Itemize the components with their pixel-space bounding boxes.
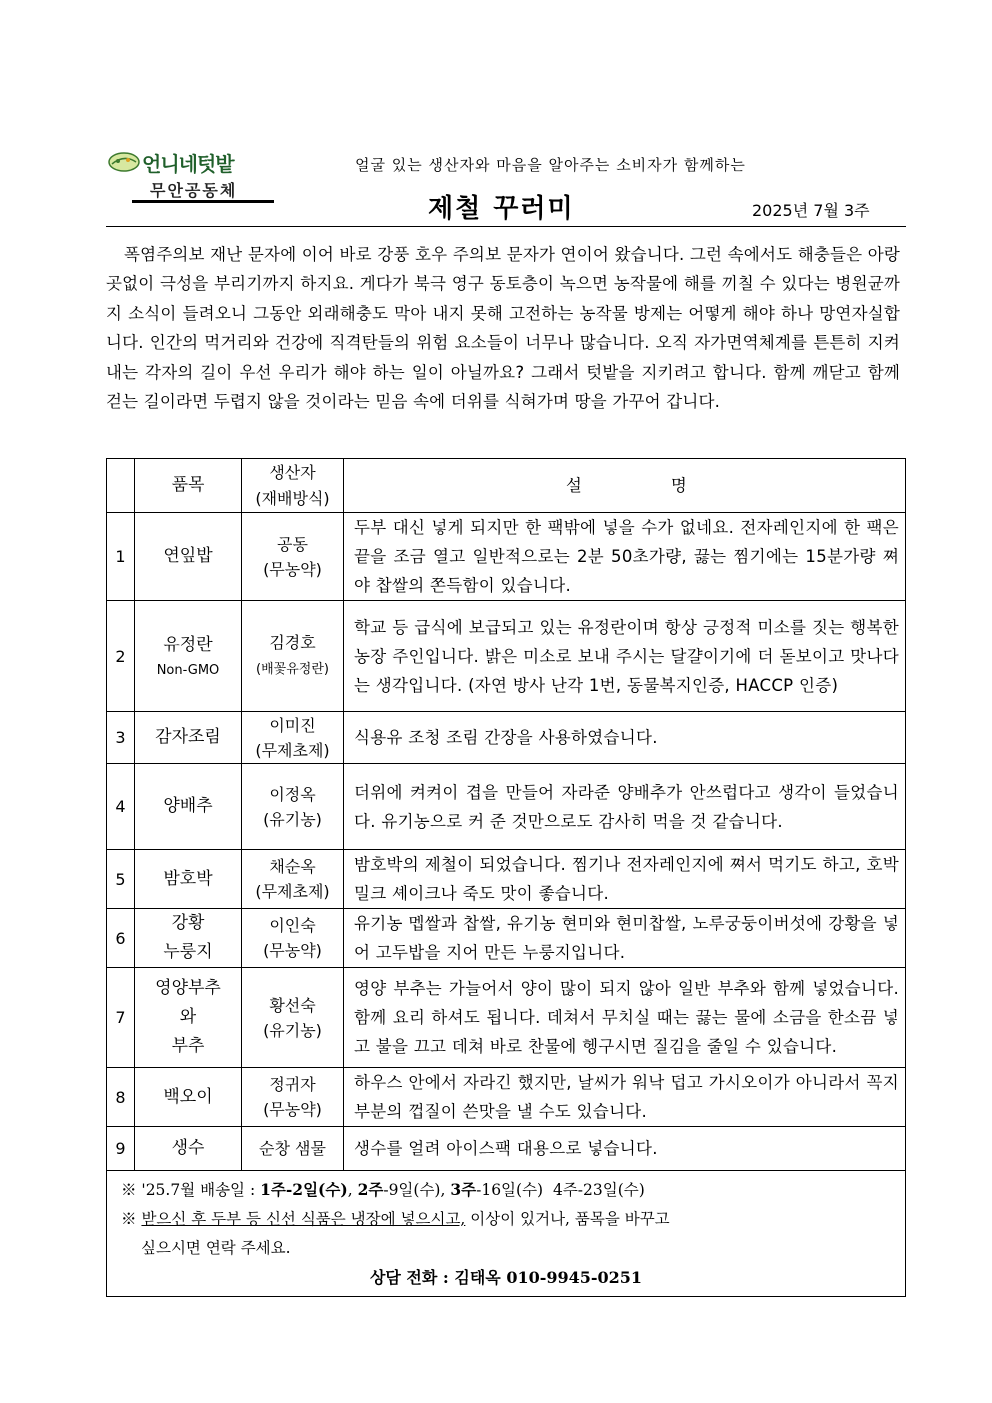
item-name-line3: 부추 xyxy=(171,1036,205,1056)
item-name-cell xyxy=(135,601,242,712)
producer-cell xyxy=(242,513,344,601)
producer-cell xyxy=(242,850,344,909)
table-row xyxy=(107,601,906,712)
week3-date: -16일(수) xyxy=(476,1181,544,1199)
row-number: 8 xyxy=(107,1068,135,1127)
header-item: 품목 xyxy=(135,459,242,513)
producer-cell xyxy=(242,601,344,712)
item-name-sub: Non-GMO xyxy=(156,662,220,678)
item-description: 식용유 조청 조림 간장을 사용하였습니다. xyxy=(344,712,906,764)
item-description: 더위에 켜켜이 겹을 만들어 자라준 양배추가 안쓰럽다고 생각이 들었습니다. 유기농으로 커 준 것만으로도 감사히 먹을 것 같습니다. xyxy=(344,764,906,850)
item-name: 백오이 xyxy=(135,1068,242,1127)
tagline: 얼굴 있는 생산자와 마음을 알아주는 소비자가 함께하는 xyxy=(355,156,746,174)
farming-method: (배꽃유정란) xyxy=(256,662,329,677)
item-description: 학교 등 급식에 보급되고 있는 유정란이며 항상 긍정적 미소를 짓는 행복한 농장 주인입니다. 밝은 미소로 보내 주시는 달걀이기에 더 돋보이고 맛나다는 생각입니다. (자연 방사 난각 1번, 동물복지인증, HACCP 인증) xyxy=(344,601,906,712)
producer-name: 이인숙 xyxy=(269,916,316,935)
producer-name: 황선숙 xyxy=(269,995,316,1015)
contact-phone: 상담 전화 : 김태옥 010-9945-0251 xyxy=(369,1268,643,1287)
producer-cell xyxy=(242,712,344,764)
issue-date: 2025년 7월 3주 xyxy=(752,201,870,220)
row-number: 9 xyxy=(107,1127,135,1171)
item-description: 하우스 안에서 자라긴 했지만, 날씨가 워낙 덥고 가시오이가 아니라서 꼭지 부분의 껍질이 쓴맛을 낼 수도 있습니다. xyxy=(344,1068,906,1127)
producer-name: 김경호 xyxy=(269,633,316,652)
header-producer-line1: 생산자 xyxy=(269,462,316,482)
header-producer xyxy=(242,459,344,513)
item-description: 생수를 얼려 아이스팩 대용으로 넣습니다. xyxy=(344,1127,906,1171)
item-name: 감자조림 xyxy=(135,712,242,764)
producer-cell xyxy=(242,968,344,1068)
producer-name: 이정옥 xyxy=(269,784,316,804)
item-name: 생수 xyxy=(135,1127,242,1171)
row-number: 3 xyxy=(107,712,135,764)
item-name-cell xyxy=(135,909,242,968)
brand-logo xyxy=(108,148,268,200)
item-name: 연잎밥 xyxy=(135,513,242,601)
item-name: 영양부추 xyxy=(155,978,221,998)
header-no xyxy=(107,459,135,513)
item-name: 강황 xyxy=(171,913,205,933)
table-row xyxy=(107,968,906,1068)
delivery-label: ※ '25.7월 배송일 : xyxy=(121,1181,261,1199)
farming-method: (무농약) xyxy=(263,1100,322,1119)
row-number: 7 xyxy=(107,968,135,1068)
items-table xyxy=(106,458,906,1297)
producer-cell xyxy=(242,909,344,968)
table-row xyxy=(107,909,906,968)
table-row xyxy=(107,1127,906,1171)
producer-name: 정귀자 xyxy=(269,1075,316,1094)
item-name: 밤호박 xyxy=(135,850,242,909)
storage-note-underlined: 받으신 후 두부 등 신선 식품은 냉장에 넣으시고, xyxy=(141,1210,466,1228)
row-number: 5 xyxy=(107,850,135,909)
table-row xyxy=(107,513,906,601)
header-producer-line2: (재배방식) xyxy=(255,488,330,508)
title-divider xyxy=(106,226,906,227)
producer-cell xyxy=(242,1068,344,1127)
producer-name: 순창 샘물 xyxy=(259,1139,326,1158)
leaf-logo-icon xyxy=(108,150,140,172)
farming-method: (무농약) xyxy=(263,941,322,960)
header-description: 설 명 xyxy=(344,459,906,513)
storage-note-rest: 이상이 있거나, 품목을 바꾸고 xyxy=(465,1210,670,1228)
farming-method: (무제초제) xyxy=(255,740,330,760)
producer-cell xyxy=(242,764,344,850)
producer-cell xyxy=(242,1127,344,1171)
row-number: 1 xyxy=(107,513,135,601)
farming-method: (유기농) xyxy=(263,809,322,829)
table-header-row xyxy=(107,459,906,513)
table-row xyxy=(107,850,906,909)
item-description: 영양 부추는 가늘어서 양이 많이 되지 않아 일반 부추와 함께 넣었습니다. 함께 요리 하셔도 됩니다. 데쳐서 무치실 때는 끓는 물에 소금을 한소끔 넣고 불을 끄고 데쳐 바로 찬물에 헹구시면 질김을 줄일 수 있습니다. xyxy=(344,968,906,1068)
table-row xyxy=(107,764,906,850)
storage-note xyxy=(121,1205,905,1234)
item-name-line2: 와 xyxy=(179,1007,197,1027)
farming-method: (무제초제) xyxy=(255,882,330,901)
row-number: 4 xyxy=(107,764,135,850)
producer-name: 이미진 xyxy=(269,715,316,735)
table-row xyxy=(107,712,906,764)
week1-date: 1주-2일(수) xyxy=(260,1180,348,1199)
farming-method: (유기농) xyxy=(263,1020,322,1040)
week2-date: -9일(수), xyxy=(383,1181,451,1199)
item-name: 유정란 xyxy=(163,634,213,655)
week2-label: 2주 xyxy=(357,1180,384,1199)
item-description: 두부 대신 넣게 되지만 한 팩밖에 넣을 수가 없네요. 전자레인지에 한 팩은 끝을 조금 열고 일반적으로는 2분 50초가량, 끓는 찜기에는 15분가량 쪄야 찹쌀의 쫀득함이 있습니다. xyxy=(344,513,906,601)
item-description: 유기농 멥쌀과 찹쌀, 유기농 현미와 현미찹쌀, 노루궁둥이버섯에 강황을 넣어 고두밥을 지어 만든 누룽지입니다. xyxy=(344,909,906,968)
delivery-dates xyxy=(121,1175,905,1205)
footer-row xyxy=(107,1171,906,1297)
item-name: 양배추 xyxy=(135,764,242,850)
item-name-line2: 누룽지 xyxy=(163,942,213,962)
separator: , xyxy=(347,1181,358,1199)
contact-request: 싶으시면 연락 주세요. xyxy=(141,1239,291,1257)
producer-name: 채순옥 xyxy=(269,857,316,876)
item-description: 밤호박의 제철이 되었습니다. 찜기나 전자레인지에 쪄서 먹기도 하고, 호박 밀크 셰이크나 죽도 맛이 좋습니다. xyxy=(344,850,906,909)
logo-underline xyxy=(132,200,274,203)
farming-method: (무농약) xyxy=(263,559,322,579)
logo-subtitle: 무안공동체 xyxy=(150,181,238,200)
producer-name: 공동 xyxy=(277,534,308,554)
footer-notes xyxy=(107,1171,906,1297)
week3-label: 3주 xyxy=(450,1180,477,1199)
note-marker: ※ xyxy=(121,1210,142,1228)
logo-text: 언니네텃밭 xyxy=(142,152,234,176)
week4-date: 4주-23일(수) xyxy=(543,1181,645,1199)
row-number: 2 xyxy=(107,601,135,712)
storage-note-cont xyxy=(121,1234,905,1263)
page-title: 제철 꾸러미 xyxy=(428,194,575,224)
row-number: 6 xyxy=(107,909,135,968)
intro-paragraph: 폭염주의보 재난 문자에 이어 바로 강풍 호우 주의보 문자가 연이어 왔습니다. 그런 속에서도 해충들은 아랑곳없이 극성을 부리기까지 하지요. 게다가 북극 영구 동토층이 녹으면 농작물에 해를 끼칠 수 있다는 병원균까지 소식이 들려오니 그동안 외래해충도 막아 내지 못해 고전하는 농작물 방제는 어떻게 해야 하나 망연자실합니다. 인간의 먹거리와 건강에 직격탄들의 위험 요소들이 너무나 많습니다. 오직 자가면역체계를 튼튼히 지켜 내는 각자의 길이 우선 우리가 해야 하는 일이 아닐까요? 그래서 텃밭을 지키려고 합니다. 함께 깨닫고 함께 걷는 길이라면 두렵지 않을 것이라는 믿음 속에 더위를 식혀가며 땅을 가꾸어 갑니다. xyxy=(106,245,900,412)
item-name-cell xyxy=(135,968,242,1068)
table-row xyxy=(107,1068,906,1127)
